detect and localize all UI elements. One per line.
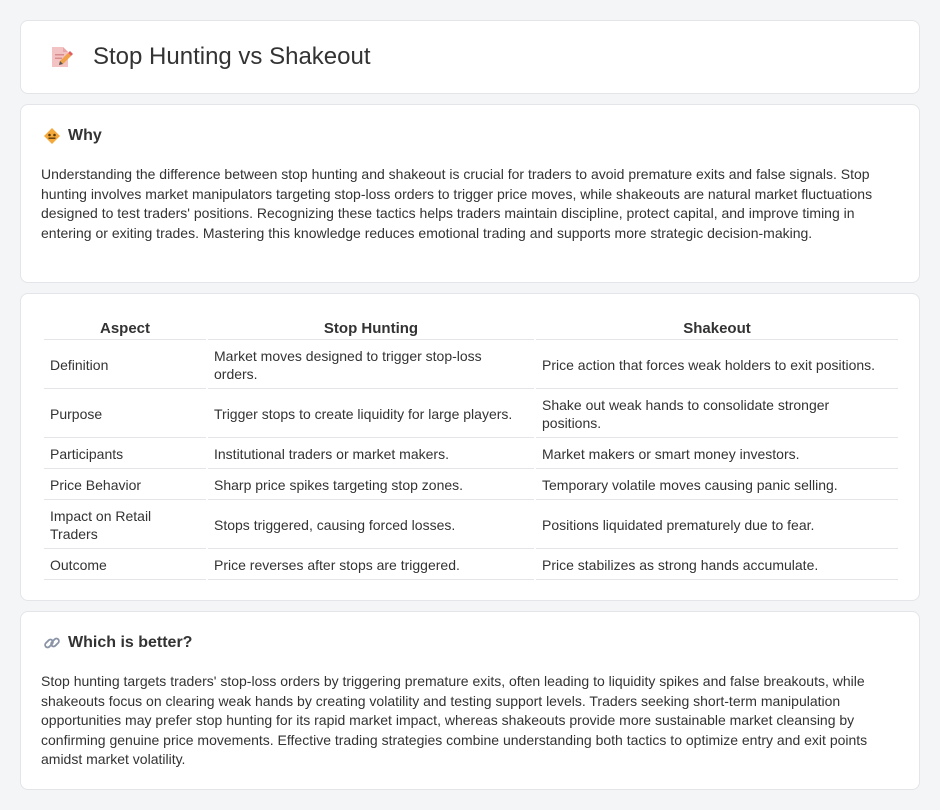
why-section (20, 104, 920, 283)
table-row (44, 342, 898, 389)
aspect-cell: Definition (44, 342, 206, 389)
stop-hunting-cell: Market moves designed to trigger stop-loss orders. (208, 342, 534, 389)
better-heading (43, 634, 192, 652)
aspect-cell: Outcome (44, 551, 206, 580)
table-header-row (44, 316, 898, 340)
shakeout-cell: Positions liquidated prematurely due to fear. (536, 502, 898, 549)
aspect-cell: Purpose (44, 391, 206, 438)
link-icon (43, 634, 61, 652)
stop-hunting-cell: Trigger stops to create liquidity for large players. (208, 391, 534, 438)
table-row (44, 440, 898, 469)
why-title: Why (68, 127, 102, 144)
stop-hunting-cell: Price reverses after stops are triggered. (208, 551, 534, 580)
table-row (44, 551, 898, 580)
document-pencil-icon (47, 44, 73, 70)
shakeout-cell: Market makers or smart money investors. (536, 440, 898, 469)
shakeout-cell: Price action that forces weak holders to exit positions. (536, 342, 898, 389)
header-stop-hunting: Stop Hunting (208, 316, 534, 340)
better-text: Stop hunting targets traders' stop-loss orders by triggering premature exits, often leading to liquidity spikes and false breakouts, while shakeouts focus on clearing weak hands by creating volatility and testing support levels. Traders seeking short-term manipulation opportunities may prefer stop hunting for its rapid market impact, whereas shakeouts provide more sustainable market cleansing by confirming genuine price movements. Effective trading strategies combine understanding both tactics to optimize entry and exit points amidst market volatility. (41, 673, 868, 767)
stop-hunting-cell: Institutional traders or market makers. (208, 440, 534, 469)
title-row (47, 43, 371, 71)
table-row (44, 502, 898, 549)
aspect-cell: Participants (44, 440, 206, 469)
comparison-section (20, 293, 920, 601)
comparison-table (42, 314, 900, 582)
stop-hunting-cell: Sharp price spikes targeting stop zones. (208, 471, 534, 500)
aspect-cell: Impact on Retail Traders (44, 502, 206, 549)
table-row (44, 391, 898, 438)
page-title: Stop Hunting vs Shakeout (93, 43, 371, 70)
shakeout-cell: Shake out weak hands to consolidate stronger positions. (536, 391, 898, 438)
header-aspect: Aspect (44, 316, 206, 340)
header-card (20, 20, 920, 94)
aspect-cell: Price Behavior (44, 471, 206, 500)
shakeout-cell: Price stabilizes as strong hands accumulate. (536, 551, 898, 580)
why-text: Understanding the difference between stop hunting and shakeout is crucial for traders to avoid premature exits and false signals. Stop hunting involves market manipulators targeting stop-loss orders to trigger price moves, while shakeouts are natural market fluctuations designed to test traders' positions. Recognizing these tactics helps traders maintain discipline, protect capital, and improve timing in entering or exiting trades. Mastering this knowledge reduces emotional trading and supports more strategic decision-making. (41, 166, 873, 241)
header-shakeout: Shakeout (536, 316, 898, 340)
better-title: Which is better? (68, 634, 193, 651)
shakeout-cell: Temporary volatile moves causing panic selling. (536, 471, 898, 500)
why-heading (43, 127, 102, 145)
stop-hunting-cell: Stops triggered, causing forced losses. (208, 502, 534, 549)
table-row (44, 471, 898, 500)
warning-diamond-icon (43, 127, 61, 145)
which-better-section (20, 611, 920, 790)
